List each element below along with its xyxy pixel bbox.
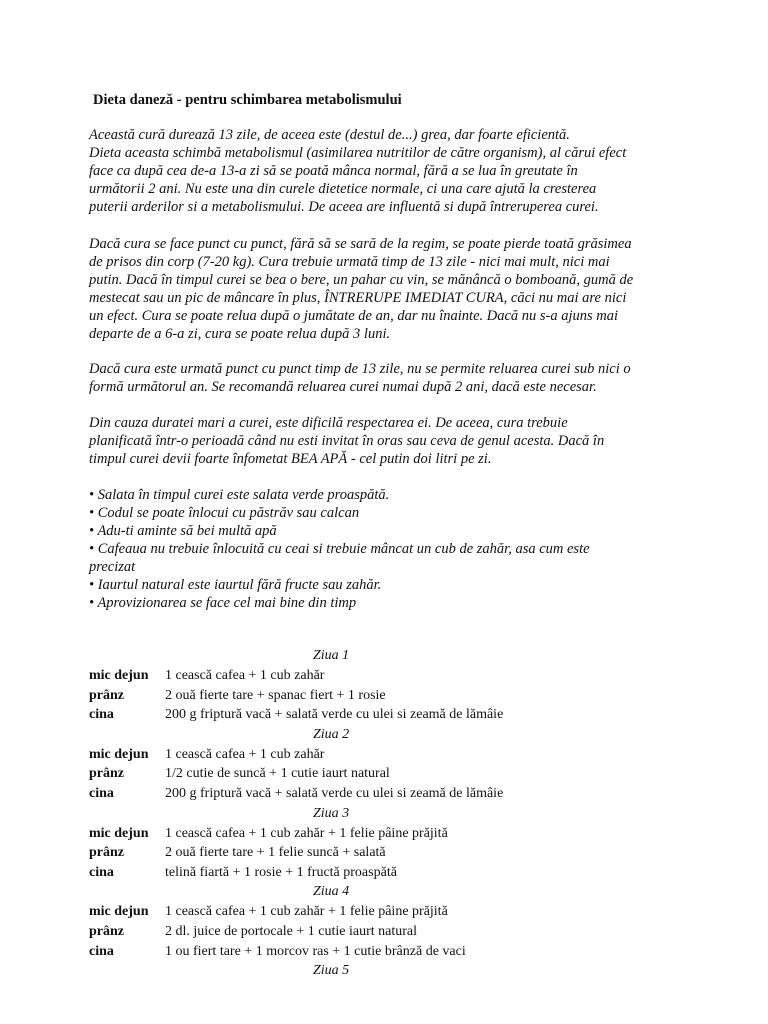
meal-label: mic dejun bbox=[89, 904, 149, 920]
paragraph-line: timpul curei devii foarte înfometat BEA APĂ - cel putin doi litri pe zi. bbox=[89, 451, 492, 467]
meal-text: 1 cească cafea + 1 cub zahăr + 1 felie pâine prăjită bbox=[165, 825, 448, 841]
meal-row bbox=[89, 824, 689, 844]
meal-row bbox=[89, 784, 689, 804]
paragraph-line: de prisos din corp (7-20 kg). Cura trebuie urmată timp de 13 zile - nici mai mult, nici mai bbox=[89, 254, 610, 270]
meal-plan bbox=[89, 646, 689, 981]
meal-row bbox=[89, 843, 689, 863]
meal-label: cina bbox=[89, 785, 114, 801]
list-item: • Iaurtul natural este iaurtul fără fructe sau zahăr. bbox=[89, 577, 382, 593]
meal-row bbox=[89, 686, 689, 706]
meal-text: 1 cească cafea + 1 cub zahăr bbox=[165, 668, 325, 683]
paragraph-repeat bbox=[89, 360, 649, 396]
meal-text: 200 g friptură vacă + salată verde cu ulei si zeamă de lămâie bbox=[165, 707, 504, 723]
meal-row bbox=[89, 863, 689, 883]
meal-text: 1 cească cafea + 1 cub zahăr bbox=[165, 746, 325, 762]
document-title: Dieta daneză - pentru schimbarea metabolismului bbox=[93, 92, 402, 108]
day-title: Ziua 5 bbox=[313, 963, 350, 979]
paragraph-line: putin. Dacă în timpul curei se bea o bere, un pahar cu vin, se mănâncă o bomboană, gumă de bbox=[89, 272, 634, 288]
meal-text: 1 cească cafea + 1 cub zahăr + 1 felie pâine prăjită bbox=[165, 904, 448, 920]
meal-row bbox=[89, 902, 689, 922]
meal-text: 200 g friptură vacă + salată verde cu ulei si zeamă de lămâie bbox=[165, 785, 504, 801]
meal-row bbox=[89, 942, 689, 962]
meal-row bbox=[89, 764, 689, 784]
meal-label: cina bbox=[89, 707, 114, 723]
meal-text: 1 ou fiert tare + 1 morcov ras + 1 cutie brânză de vaci bbox=[165, 943, 466, 959]
meal-label: mic dejun bbox=[89, 668, 149, 683]
day-title: Ziua 1 bbox=[313, 648, 350, 663]
paragraph-line: Această cură durează 13 zile, de aceea este (destul de...) grea, dar foarte eficientă. bbox=[89, 127, 570, 143]
list-item-continuation: precizat bbox=[89, 559, 136, 575]
list-item: • Salata în timpul curei este salata verde proaspătă. bbox=[89, 487, 390, 503]
paragraph-planning bbox=[89, 414, 649, 468]
paragraph-line: puterii arderilor si a metabolismului. De aceea are influentă si după întreruperea curei. bbox=[89, 199, 599, 215]
paragraph-line: mestecat sau un pic de mâncare în plus, ÎNTRERUPE IMEDIAT CURA, căci nu mai are nici bbox=[89, 290, 627, 306]
paragraph-line: un efect. Cura se poate relua după o jumătate de an, dar nu înainte. Dacă nu s-a ajuns mai bbox=[89, 308, 619, 324]
meal-text: 1/2 cutie de suncă + 1 cutie iaurt natural bbox=[165, 766, 390, 782]
meal-label: prânz bbox=[89, 687, 124, 703]
paragraph-line: Dacă cura se face punct cu punct, fără să se sară de la regim, se poate pierde toată grăsimea bbox=[89, 236, 632, 252]
list-item bbox=[89, 540, 649, 576]
meal-label: cina bbox=[89, 864, 114, 880]
paragraph-line: departe de a 6-a zi, cura se poate relua după 3 luni. bbox=[89, 326, 391, 342]
meal-text: telină fiartă + 1 rosie + 1 fructă proaspătă bbox=[165, 864, 397, 880]
paragraph-line: formă următorul an. Se recomandă reluarea curei numai după 2 ani, dacă este necesar. bbox=[89, 379, 597, 395]
list-item-text: • Cafeaua nu trebuie înlocuită cu ceai si trebuie mâncat un cub de zahăr, asa cum este bbox=[89, 541, 590, 557]
paragraph-line: face ca după cea de-a 13-a zi să se poată mânca normal, fără a se lua în greutate în bbox=[89, 163, 578, 179]
meal-label: prânz bbox=[89, 923, 124, 939]
meal-label: mic dejun bbox=[89, 825, 149, 841]
meal-text: 2 dl. juice de portocale + 1 cutie iaurt natural bbox=[165, 923, 418, 939]
tips-list bbox=[89, 486, 649, 612]
paragraph-line: următorii 2 ani. Nu este una din curele dietetice normale, ci una care ajută la cresterea bbox=[89, 181, 597, 197]
paragraph-intro bbox=[89, 126, 649, 216]
meal-text: 2 ouă fierte tare + 1 felie suncă + salată bbox=[165, 845, 386, 861]
list-item: • Aprovizionarea se face cel mai bine din timp bbox=[89, 595, 357, 611]
meal-row bbox=[89, 705, 689, 725]
paragraph-rules bbox=[89, 235, 649, 343]
meal-row bbox=[89, 745, 689, 765]
paragraph-line: Dacă cura este urmată punct cu punct timp de 13 zile, nu se permite reluarea curei sub nici o bbox=[89, 361, 631, 377]
paragraph-line: Din cauza duratei mari a curei, este dificilă respectarea ei. De aceea, cura trebuie bbox=[89, 415, 568, 431]
meal-label: mic dejun bbox=[89, 746, 149, 762]
day-title: Ziua 3 bbox=[313, 805, 350, 821]
meal-text: 2 ouă fierte tare + spanac fiert + 1 rosie bbox=[165, 687, 386, 703]
list-item: • Codul se poate înlocui cu păstrăv sau calcan bbox=[89, 505, 360, 521]
meal-label: prânz bbox=[89, 766, 124, 782]
meal-row bbox=[89, 922, 689, 942]
paragraph-line: planificată într-o perioadă când nu esti invitat în oras sau ceva de genul acesta. Dacă în bbox=[89, 433, 605, 449]
list-item: • Adu-ti aminte să bei multă apă bbox=[89, 523, 277, 539]
meal-label: prânz bbox=[89, 845, 124, 861]
day-title: Ziua 2 bbox=[313, 726, 350, 742]
meal-label: cina bbox=[89, 943, 114, 959]
paragraph-line: Dieta aceasta schimbă metabolismul (asimilarea nutritilor de către organism), al cărui efect bbox=[89, 145, 627, 161]
day-title: Ziua 4 bbox=[313, 884, 350, 900]
meal-row bbox=[89, 666, 689, 686]
